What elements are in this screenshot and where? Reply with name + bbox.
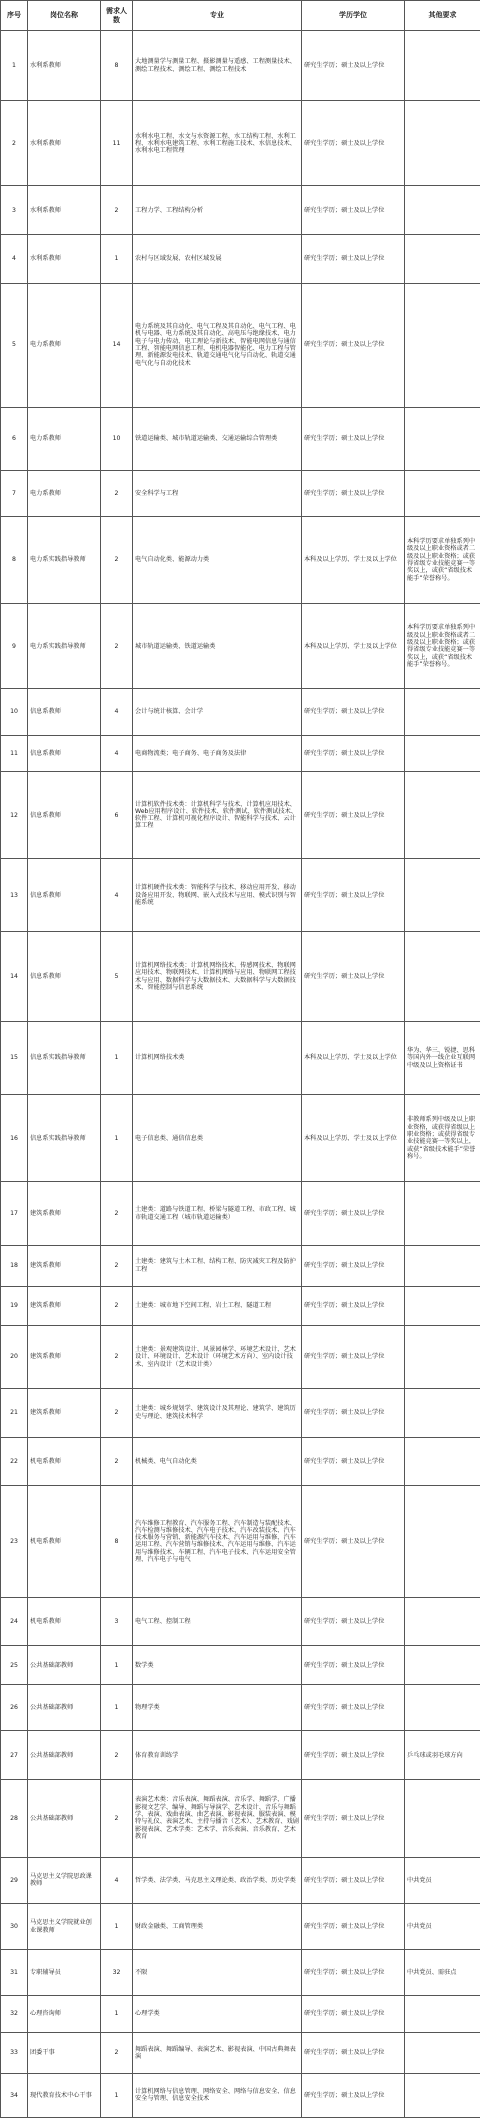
table-row bbox=[1, 735, 480, 771]
cell-count: 2 bbox=[101, 1245, 133, 1286]
cell-other: 中共党员 bbox=[405, 1857, 480, 1903]
cell-position: 心理咨询师 bbox=[28, 1996, 101, 2032]
cell-count: 2 bbox=[101, 1388, 133, 1437]
table-row bbox=[1, 932, 480, 1022]
cell-education: 本科及以上学历、学士及以上学位 bbox=[302, 516, 405, 603]
cell-position: 信息系教师 bbox=[28, 859, 101, 932]
cell-other bbox=[405, 859, 480, 932]
cell-position: 马克思主义学院就业创业课教师 bbox=[28, 1903, 101, 1949]
table-row bbox=[1, 1245, 480, 1286]
cell-count: 14 bbox=[101, 283, 133, 407]
cell-position: 建筑系教师 bbox=[28, 1245, 101, 1286]
cell-count: 2 bbox=[101, 1780, 133, 1858]
table-row bbox=[1, 407, 480, 470]
cell-seq: 23 bbox=[1, 1486, 28, 1598]
cell-other bbox=[405, 1780, 480, 1858]
cell-seq: 18 bbox=[1, 1245, 28, 1286]
cell-other bbox=[405, 1182, 480, 1245]
cell-seq: 22 bbox=[1, 1437, 28, 1486]
table-row bbox=[1, 1903, 480, 1949]
cell-education: 研究生学历；硕士及以上学位 bbox=[302, 932, 405, 1022]
cell-position: 建筑系教师 bbox=[28, 1286, 101, 1325]
cell-major: 土建类：景观建筑设计、风景园林学、环境艺术设计、艺术设计、环境设计、艺术设计（环境艺术方向）、室内设计技术、室内设计（艺术设计类） bbox=[133, 1325, 302, 1388]
table-row bbox=[1, 1095, 480, 1182]
cell-other bbox=[405, 101, 480, 186]
cell-education: 研究生学历；硕士及以上学位 bbox=[302, 1646, 405, 1685]
cell-major: 体育教育训练学 bbox=[133, 1731, 302, 1780]
cell-position: 水利系教师 bbox=[28, 235, 101, 284]
cell-other bbox=[405, 735, 480, 771]
cell-position: 建筑系教师 bbox=[28, 1388, 101, 1437]
cell-other bbox=[405, 771, 480, 858]
cell-major: 大地测量学与测量工程、摄影测量与遥感、工程测量技术、测绘工程技术、测绘工程、测绘工程技术 bbox=[133, 31, 302, 101]
cell-education: 研究生学历；硕士及以上学位 bbox=[302, 2073, 405, 2117]
table-row bbox=[1, 235, 480, 284]
cell-seq: 27 bbox=[1, 1731, 28, 1780]
cell-education: 研究生学历；硕士及以上学位 bbox=[302, 2032, 405, 2073]
cell-other bbox=[405, 283, 480, 407]
cell-position: 公共基础部教师 bbox=[28, 1685, 101, 1731]
cell-position: 电力系实践指导教师 bbox=[28, 516, 101, 603]
cell-major: 土建类：城市地下空间工程、岩土工程、隧道工程 bbox=[133, 1286, 302, 1325]
cell-education: 研究生学历；硕士及以上学位 bbox=[302, 859, 405, 932]
cell-education: 研究生学历；硕士及以上学位 bbox=[302, 1245, 405, 1286]
cell-position: 信息系教师 bbox=[28, 735, 101, 771]
cell-seq: 31 bbox=[1, 1950, 28, 1996]
cell-other: 本科学历要求单独系列中级及以上职业资格或者二级及以上职业资格；或获得省级专业技能竞赛一等奖以上，或获“省级技术能手”荣誉称号。 bbox=[405, 604, 480, 689]
cell-seq: 17 bbox=[1, 1182, 28, 1245]
table-row bbox=[1, 1780, 480, 1858]
cell-seq: 7 bbox=[1, 470, 28, 516]
table-row bbox=[1, 2073, 480, 2117]
cell-major: 会计与统计核算、会计学 bbox=[133, 689, 302, 735]
cell-other bbox=[405, 1486, 480, 1598]
table-body bbox=[1, 31, 480, 2118]
cell-seq: 2 bbox=[1, 101, 28, 186]
header-position: 岗位名称 bbox=[28, 1, 101, 31]
cell-count: 4 bbox=[101, 859, 133, 932]
table-row bbox=[1, 516, 480, 603]
header-education: 学历学位 bbox=[302, 1, 405, 31]
cell-major: 城市轨道运输类、铁道运输类 bbox=[133, 604, 302, 689]
header-row bbox=[1, 1, 480, 31]
cell-other bbox=[405, 1646, 480, 1685]
cell-other: 非教师系列中级及以上职业资格，或获得省级以上职业资格；或获得省级专业技能竞赛一等奖以上，或获“省级技术能手”荣誉称号。 bbox=[405, 1095, 480, 1182]
table-row bbox=[1, 1996, 480, 2032]
cell-major: 计算机硬件技术类：智能科学与技术、移动应用开发、移动设备应用开发、物联网、嵌入式技术与应用、模式识别与智能系统 bbox=[133, 859, 302, 932]
cell-count: 2 bbox=[101, 1325, 133, 1388]
cell-count: 2 bbox=[101, 1182, 133, 1245]
cell-major: 不限 bbox=[133, 1950, 302, 1996]
table-row bbox=[1, 1325, 480, 1388]
cell-seq: 24 bbox=[1, 1597, 28, 1646]
cell-education: 研究生学历；硕士及以上学位 bbox=[302, 186, 405, 235]
table-row bbox=[1, 1950, 480, 1996]
cell-seq: 13 bbox=[1, 859, 28, 932]
cell-count: 2 bbox=[101, 1437, 133, 1486]
cell-major: 土建类：道路与铁道工程、桥梁与隧道工程、市政工程、城市轨道交通工程（城市轨道运输类） bbox=[133, 1182, 302, 1245]
cell-major: 计算机软件技术类：计算机科学与技术、计算机应用技术、Web应用程序设计、软件技术、软件测试、软件测试技术、软件工程、计算机可视化程序设计、智能科学与技术、云计算工程 bbox=[133, 771, 302, 858]
cell-seq: 33 bbox=[1, 2032, 28, 2073]
cell-major: 土建类：建筑与土木工程、结构工程、防灾减灾工程及防护工程 bbox=[133, 1245, 302, 1286]
cell-count: 4 bbox=[101, 1857, 133, 1903]
cell-count: 2 bbox=[101, 516, 133, 603]
cell-position: 电力系教师 bbox=[28, 283, 101, 407]
table-row bbox=[1, 859, 480, 932]
cell-major: 机械类、电气自动化类 bbox=[133, 1437, 302, 1486]
cell-count: 1 bbox=[101, 1646, 133, 1685]
cell-other: 本科学历要求单独系列中级及以上职业资格或者二级及以上职业资格；或获得省级专业技能竞赛一等奖以上，或获“省级技术能手”荣誉称号。 bbox=[405, 516, 480, 603]
cell-major: 铁道运输类、城市轨道运输类、交通运输综合管理类 bbox=[133, 407, 302, 470]
cell-major: 数学类 bbox=[133, 1646, 302, 1685]
cell-count: 2 bbox=[101, 1286, 133, 1325]
cell-seq: 15 bbox=[1, 1022, 28, 1095]
cell-other bbox=[405, 1325, 480, 1388]
cell-position: 团委干事 bbox=[28, 2032, 101, 2073]
cell-seq: 10 bbox=[1, 689, 28, 735]
cell-education: 研究生学历；硕士及以上学位 bbox=[302, 101, 405, 186]
cell-education: 研究生学历；硕士及以上学位 bbox=[302, 1486, 405, 1598]
cell-education: 研究生学历；硕士及以上学位 bbox=[302, 1388, 405, 1437]
cell-seq: 11 bbox=[1, 735, 28, 771]
cell-count: 2 bbox=[101, 470, 133, 516]
cell-other bbox=[405, 1388, 480, 1437]
cell-count: 2 bbox=[101, 604, 133, 689]
cell-major: 财政金融类、工商管理类 bbox=[133, 1903, 302, 1949]
cell-count: 4 bbox=[101, 689, 133, 735]
cell-seq: 30 bbox=[1, 1903, 28, 1949]
cell-position: 建筑系教师 bbox=[28, 1182, 101, 1245]
cell-count: 32 bbox=[101, 1950, 133, 1996]
cell-major: 电气自动化类、能源动力类 bbox=[133, 516, 302, 603]
cell-count: 1 bbox=[101, 1022, 133, 1095]
header-major: 专业 bbox=[133, 1, 302, 31]
table-row bbox=[1, 101, 480, 186]
cell-position: 水利系教师 bbox=[28, 31, 101, 101]
cell-major: 电子信息类、通信信息类 bbox=[133, 1095, 302, 1182]
cell-seq: 25 bbox=[1, 1646, 28, 1685]
cell-position: 信息系教师 bbox=[28, 771, 101, 858]
table-row bbox=[1, 1022, 480, 1095]
cell-other bbox=[405, 31, 480, 101]
cell-education: 研究生学历；硕士及以上学位 bbox=[302, 1685, 405, 1731]
cell-position: 现代教育技术中心干事 bbox=[28, 2073, 101, 2117]
cell-other bbox=[405, 1685, 480, 1731]
cell-seq: 4 bbox=[1, 235, 28, 284]
cell-seq: 6 bbox=[1, 407, 28, 470]
cell-education: 本科及以上学历、学士及以上学位 bbox=[302, 1022, 405, 1095]
cell-position: 信息系实践指导教师 bbox=[28, 1095, 101, 1182]
cell-seq: 26 bbox=[1, 1685, 28, 1731]
cell-education: 本科及以上学历、学士及以上学位 bbox=[302, 1095, 405, 1182]
cell-count: 1 bbox=[101, 1685, 133, 1731]
cell-position: 电力系实践指导教师 bbox=[28, 604, 101, 689]
cell-other bbox=[405, 2032, 480, 2073]
cell-count: 3 bbox=[101, 1597, 133, 1646]
cell-position: 机电系教师 bbox=[28, 1486, 101, 1598]
cell-major: 水利水电工程、水文与水资源工程、水工结构工程、水利工程、水利水电建筑工程、水利工程施工技术、水信息技术、水利水电工程管理 bbox=[133, 101, 302, 186]
table-row bbox=[1, 689, 480, 735]
cell-other bbox=[405, 1286, 480, 1325]
cell-major: 安全科学与工程 bbox=[133, 470, 302, 516]
cell-education: 研究生学历；硕士及以上学位 bbox=[302, 470, 405, 516]
cell-major: 表演艺术类：音乐表演、舞蹈表演、音乐学、舞蹈学、广播影视文艺学、编导、舞蹈与导演学、艺术设计、音乐与舞蹈学、表演、戏曲表演、曲艺表演、影视表演、服装表演、模特与礼仪、表演艺术、主持与播音（艺术）、艺术教育、戏剧影视表演、艺术学类：艺术学、音乐表演、音乐教育、艺术教育 bbox=[133, 1780, 302, 1858]
cell-education: 本科及以上学历、学士及以上学位 bbox=[302, 604, 405, 689]
cell-education: 研究生学历；硕士及以上学位 bbox=[302, 1286, 405, 1325]
cell-count: 8 bbox=[101, 31, 133, 101]
cell-education: 研究生学历；硕士及以上学位 bbox=[302, 31, 405, 101]
cell-other: 中共党员 bbox=[405, 1903, 480, 1949]
table-row bbox=[1, 186, 480, 235]
cell-major: 工程力学、工程结构分析 bbox=[133, 186, 302, 235]
cell-major: 计算机网络技术类 bbox=[133, 1022, 302, 1095]
cell-count: 10 bbox=[101, 407, 133, 470]
table-row bbox=[1, 771, 480, 858]
cell-other bbox=[405, 1437, 480, 1486]
cell-seq: 32 bbox=[1, 1996, 28, 2032]
cell-major: 汽车维修工程教育、汽车服务工程、汽车制造与装配技术、汽车检测与维修技术、汽车电子技术、汽车改装技术、汽车技术服务与营销、新能源汽车技术、汽车运用与维修、汽车运用工程、汽车营销与维修技术、汽车运用与维修、汽车运用与维修技术、车辆工程、汽车电子技术、汽车运用安全管理、汽车电子与电气 bbox=[133, 1486, 302, 1598]
cell-major: 计算机网络技术类：计算机网络技术、传感网技术、物联网应用技术、物联网技术、计算机网络与应用、物联网工程技术与应用、数据科学与大数据技术、大数据科学与大数据技术、智能控制与信息系统 bbox=[133, 932, 302, 1022]
cell-position: 公共基础部教师 bbox=[28, 1646, 101, 1685]
cell-position: 信息系实践指导教师 bbox=[28, 1022, 101, 1095]
cell-position: 水利系教师 bbox=[28, 186, 101, 235]
cell-education: 研究生学历；硕士及以上学位 bbox=[302, 1857, 405, 1903]
cell-seq: 21 bbox=[1, 1388, 28, 1437]
cell-education: 研究生学历；硕士及以上学位 bbox=[302, 1597, 405, 1646]
table-row bbox=[1, 1731, 480, 1780]
table-row bbox=[1, 1597, 480, 1646]
cell-position: 水利系教师 bbox=[28, 101, 101, 186]
cell-seq: 9 bbox=[1, 604, 28, 689]
cell-position: 电力系教师 bbox=[28, 407, 101, 470]
cell-seq: 29 bbox=[1, 1857, 28, 1903]
table-row bbox=[1, 1286, 480, 1325]
cell-seq: 3 bbox=[1, 186, 28, 235]
cell-education: 研究生学历；硕士及以上学位 bbox=[302, 407, 405, 470]
cell-other bbox=[405, 235, 480, 284]
cell-education: 研究生学历；硕士及以上学位 bbox=[302, 1182, 405, 1245]
cell-other: 中共党员、需驻点 bbox=[405, 1950, 480, 1996]
table-row bbox=[1, 1388, 480, 1437]
cell-other bbox=[405, 2073, 480, 2117]
cell-education: 研究生学历；硕士及以上学位 bbox=[302, 1780, 405, 1858]
cell-seq: 5 bbox=[1, 283, 28, 407]
cell-major: 物理学类 bbox=[133, 1685, 302, 1731]
cell-position: 建筑系教师 bbox=[28, 1325, 101, 1388]
table-row bbox=[1, 1685, 480, 1731]
cell-seq: 12 bbox=[1, 771, 28, 858]
cell-education: 研究生学历；硕士及以上学位 bbox=[302, 1950, 405, 1996]
cell-position: 公共基础部教师 bbox=[28, 1731, 101, 1780]
cell-seq: 1 bbox=[1, 31, 28, 101]
cell-position: 电力系教师 bbox=[28, 470, 101, 516]
cell-position: 机电系教师 bbox=[28, 1437, 101, 1486]
cell-major: 心理学类 bbox=[133, 1996, 302, 2032]
cell-major: 农村与区域发展、农村区域发展 bbox=[133, 235, 302, 284]
cell-other bbox=[405, 1996, 480, 2032]
header-other: 其他要求 bbox=[405, 1, 480, 31]
cell-count: 5 bbox=[101, 932, 133, 1022]
cell-education: 研究生学历；硕士及以上学位 bbox=[302, 771, 405, 858]
cell-major: 电力系统及其自动化、电气工程及其自动化、电气工程、电机与电器、电力系统及其自动化、高电压与绝缘技术、电力电子与电力传动、电工理论与新技术、智能电网信息与通信工程、智能电网信息工程、电机电器智能化、电力工程与管理、新能源发电技术、轨道交通电气化与自动化、轨道交通电气化与自动化技术 bbox=[133, 283, 302, 407]
cell-major: 哲学类、法学类、马克思主义理论类、政治学类、历史学类 bbox=[133, 1857, 302, 1903]
cell-seq: 20 bbox=[1, 1325, 28, 1388]
cell-count: 4 bbox=[101, 735, 133, 771]
cell-other: 华为、华三、锐捷、思科等国内外一线企业互联网中级及以上资格证书 bbox=[405, 1022, 480, 1095]
cell-count: 1 bbox=[101, 1095, 133, 1182]
cell-other bbox=[405, 932, 480, 1022]
cell-major: 电气工程、控制工程 bbox=[133, 1597, 302, 1646]
table-row bbox=[1, 470, 480, 516]
cell-position: 机电系教师 bbox=[28, 1597, 101, 1646]
cell-major: 电商物流类；电子商务、电子商务及法律 bbox=[133, 735, 302, 771]
cell-major: 土建类：城乡规划学、建筑设计及其理论、建筑学、建筑历史与理论、建筑技术科学 bbox=[133, 1388, 302, 1437]
table-row bbox=[1, 283, 480, 407]
cell-count: 6 bbox=[101, 771, 133, 858]
table-row bbox=[1, 1486, 480, 1598]
table-row bbox=[1, 31, 480, 101]
cell-other bbox=[405, 186, 480, 235]
cell-education: 研究生学历；硕士及以上学位 bbox=[302, 735, 405, 771]
cell-education: 研究生学历；硕士及以上学位 bbox=[302, 1731, 405, 1780]
cell-count: 2 bbox=[101, 2032, 133, 2073]
cell-other: 乒乓球或羽毛球方向 bbox=[405, 1731, 480, 1780]
cell-other bbox=[405, 1597, 480, 1646]
cell-other bbox=[405, 689, 480, 735]
cell-education: 研究生学历；硕士及以上学位 bbox=[302, 283, 405, 407]
cell-other bbox=[405, 470, 480, 516]
cell-seq: 14 bbox=[1, 932, 28, 1022]
cell-count: 1 bbox=[101, 1996, 133, 2032]
cell-position: 公共基础部教师 bbox=[28, 1780, 101, 1858]
cell-count: 1 bbox=[101, 1903, 133, 1949]
cell-count: 2 bbox=[101, 186, 133, 235]
cell-count: 2 bbox=[101, 1731, 133, 1780]
cell-seq: 28 bbox=[1, 1780, 28, 1858]
table-row bbox=[1, 604, 480, 689]
cell-education: 研究生学历；硕士及以上学位 bbox=[302, 1437, 405, 1486]
cell-education: 研究生学历；硕士及以上学位 bbox=[302, 689, 405, 735]
cell-education: 研究生学历；硕士及以上学位 bbox=[302, 235, 405, 284]
table-row bbox=[1, 1182, 480, 1245]
header-count: 需求人数 bbox=[101, 1, 133, 31]
cell-education: 研究生学历；硕士及以上学位 bbox=[302, 1325, 405, 1388]
header-seq: 序号 bbox=[1, 1, 28, 31]
cell-count: 11 bbox=[101, 101, 133, 186]
table-row bbox=[1, 2032, 480, 2073]
cell-count: 8 bbox=[101, 1486, 133, 1598]
table-row bbox=[1, 1857, 480, 1903]
cell-position: 专职辅导员 bbox=[28, 1950, 101, 1996]
cell-other bbox=[405, 407, 480, 470]
table-row bbox=[1, 1437, 480, 1486]
cell-count: 1 bbox=[101, 2073, 133, 2117]
cell-other bbox=[405, 1245, 480, 1286]
cell-position: 信息系教师 bbox=[28, 932, 101, 1022]
table-row bbox=[1, 1646, 480, 1685]
cell-major: 计算机网络与信息管理、网络安全、网络与信息安全、信息安全与管理、信息安全技术 bbox=[133, 2073, 302, 2117]
cell-count: 1 bbox=[101, 235, 133, 284]
cell-seq: 8 bbox=[1, 516, 28, 603]
cell-seq: 34 bbox=[1, 2073, 28, 2117]
cell-education: 研究生学历；硕士及以上学位 bbox=[302, 1903, 405, 1949]
cell-seq: 19 bbox=[1, 1286, 28, 1325]
cell-seq: 16 bbox=[1, 1095, 28, 1182]
cell-position: 信息系教师 bbox=[28, 689, 101, 735]
cell-major: 舞蹈表演、舞蹈编导、表演艺术、影视表演、中国古典舞表演 bbox=[133, 2032, 302, 2073]
cell-position: 马克思主义学院思政课教师 bbox=[28, 1857, 101, 1903]
cell-education: 研究生学历；硕士及以上学位 bbox=[302, 1996, 405, 2032]
